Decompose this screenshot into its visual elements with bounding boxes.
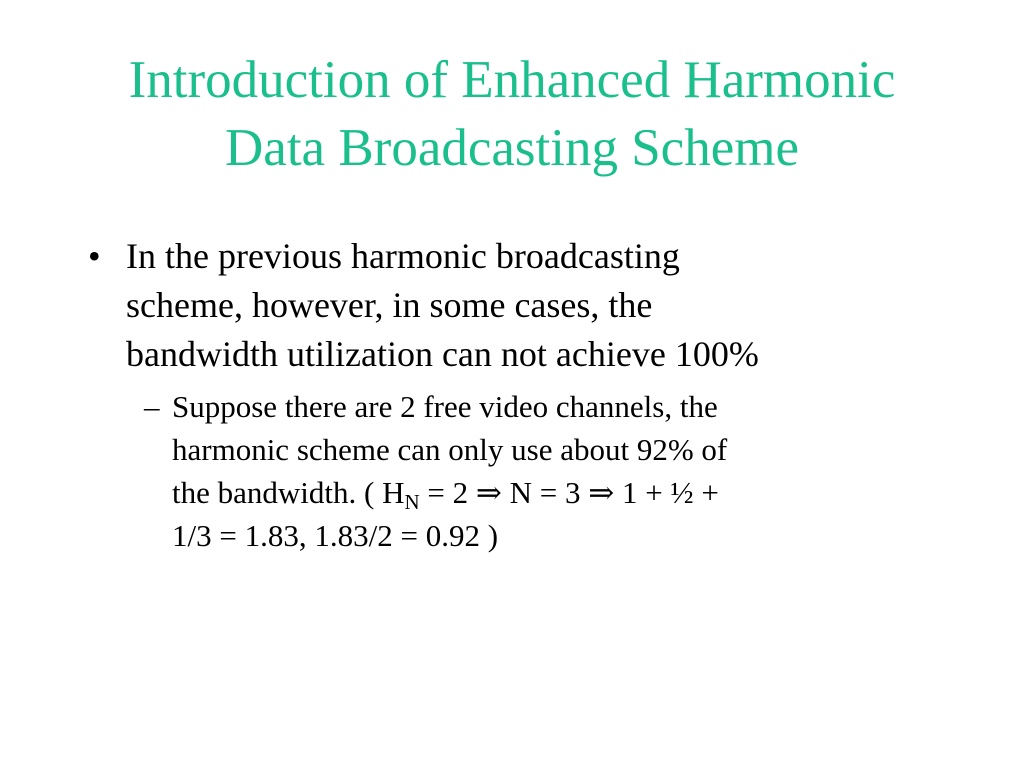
- sub-bullet-line-2: harmonic scheme can only use about 92% of: [172, 432, 728, 467]
- slide-title: [40, 46, 984, 182]
- slide-title-line-2: Data Broadcasting Scheme: [225, 119, 799, 177]
- bullet-text-line-1: In the previous harmonic broadcasting: [126, 236, 680, 276]
- bullet-text-line-3: bandwidth utilization can not achieve 100%: [126, 334, 759, 374]
- sub-bullet-list: [126, 385, 962, 557]
- bullet-item: [82, 232, 962, 557]
- sub-bullet-item: [126, 385, 962, 557]
- sub-bullet-text: [172, 385, 962, 557]
- formula-suffix: = 2 ⇒ N = 3 ⇒ 1 + ½ +: [419, 475, 719, 510]
- formula-prefix: the bandwidth. ( H: [172, 475, 405, 510]
- slide-title-line-1: Introduction of Enhanced Harmonic: [128, 51, 896, 109]
- bullet-marker: •: [88, 236, 101, 276]
- sub-bullet-line-4: 1/3 = 1.83, 1.83/2 = 0.92 ): [172, 518, 499, 553]
- sub-bullet-line-1: Suppose there are 2 free video channels, the: [172, 389, 718, 424]
- formula-subscript: N: [404, 490, 420, 514]
- sub-bullet-marker: –: [144, 389, 160, 424]
- bullet-list: [82, 232, 962, 557]
- bullet-text: [126, 232, 962, 379]
- bullet-text-line-2: scheme, however, in some cases, the: [126, 285, 653, 325]
- sub-bullet-line-3: [172, 471, 962, 514]
